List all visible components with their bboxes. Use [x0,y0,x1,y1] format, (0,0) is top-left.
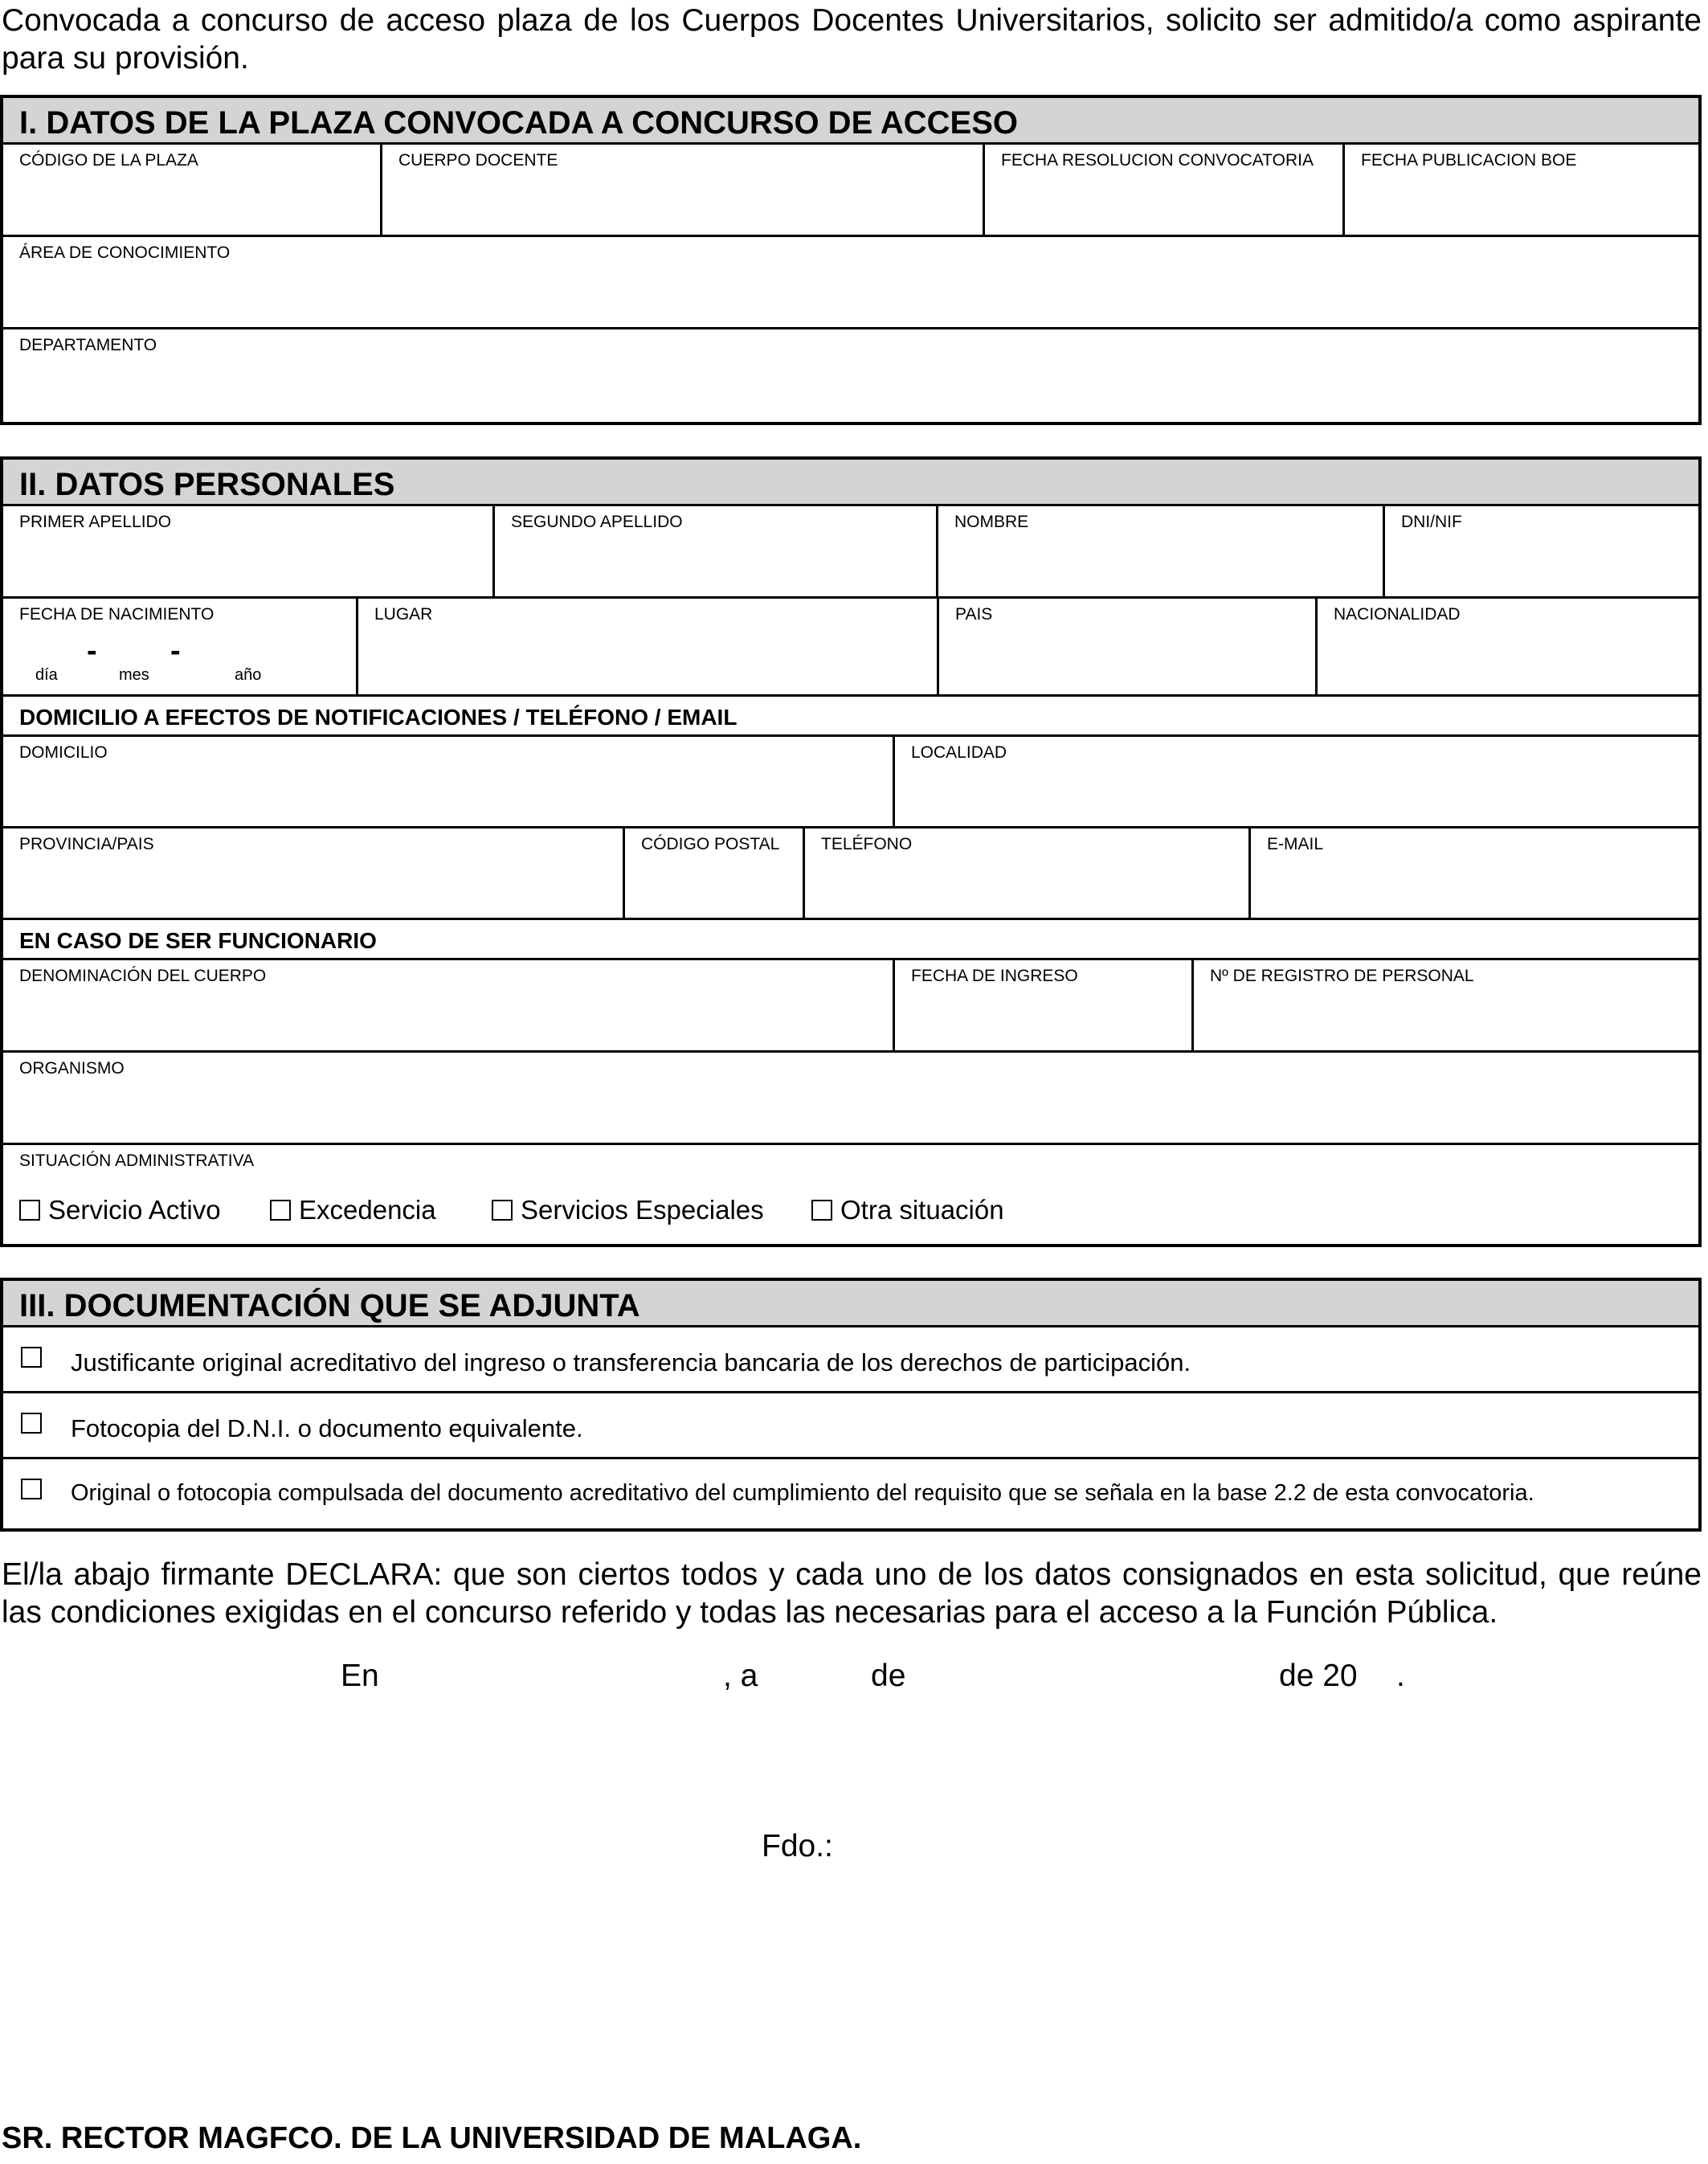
fecha-nacimiento-field[interactable] [3,599,358,694]
dni-field[interactable] [1385,506,1698,596]
checkbox-otra-situacion[interactable] [811,1200,832,1221]
fecha-ingreso-label: FECHA DE INGRESO [911,967,1078,985]
pais-field[interactable] [939,599,1318,694]
section-datos-personales [0,456,1702,1247]
date-de-20: de 20 [1279,1659,1358,1693]
checkbox-justificante[interactable] [21,1347,42,1368]
nacionalidad-field[interactable] [1318,599,1698,694]
doc-item-requisito[interactable] [3,1459,1698,1525]
place-en: En [341,1659,379,1693]
situacion-label: SITUACIÓN ADMINISTRATIVA [19,1152,255,1170]
lugar-field[interactable] [358,599,939,694]
doc-item-label: Fotocopia del D.N.I. o documento equivalente. [71,1414,583,1442]
birth-dash-1: - [87,634,97,668]
declaration-text: El/la abajo firmante DECLARA: que son ciertos todos y cada uno de los datos consignados en esta solicitud, que reúne las condiciones exigidas en el concurso referido y todas las necesarias para el acceso a la Función Pública. [2,1557,1702,1630]
registro-personal-label: Nº DE REGISTRO DE PERSONAL [1210,967,1474,985]
date-dot: . [1396,1659,1405,1693]
section-plaza-title: I. DATOS DE LA PLAZA CONVOCADA A CONCURSO DE ACCESO [3,98,1698,145]
anio-label: año [235,666,262,684]
option-label: Servicios Especiales [521,1195,764,1225]
localidad-field[interactable] [895,737,1698,826]
departamento-label: DEPARTAMENTO [19,336,157,354]
email-field[interactable] [1251,828,1698,918]
doc-item-justificante[interactable] [3,1327,1698,1393]
telefono-field[interactable] [805,828,1251,918]
section-documentacion-title: III. DOCUMENTACIÓN QUE SE ADJUNTA [3,1281,1698,1327]
lugar-label: LUGAR [374,605,433,624]
fecha-boe-label: FECHA PUBLICACION BOE [1361,151,1577,170]
option-label: Excedencia [299,1195,436,1225]
checkbox-requisito[interactable] [21,1479,42,1499]
organismo-label: ORGANISMO [19,1059,125,1078]
situacion-field [3,1145,1698,1242]
localidad-label: LOCALIDAD [911,743,1007,762]
signature-fdo: Fdo.: [762,1829,833,1863]
cuerpo-docente-field[interactable] [382,145,985,235]
email-label: E-MAIL [1267,835,1324,853]
pais-label: PAIS [955,605,993,624]
option-servicios-especiales[interactable] [492,1195,764,1225]
fecha-nacimiento-label: FECHA DE NACIMIENTO [19,605,215,624]
doc-item-label: Justificante original acreditativo del ingreso o transferencia bancaria de los derechos de participación. [71,1348,1191,1377]
option-label: Servicio Activo [48,1195,221,1225]
checkbox-excedencia[interactable] [270,1200,291,1221]
dia-label: día [35,666,58,684]
section-personal-title: II. DATOS PERSONALES [3,460,1698,506]
dni-label: DNI/NIF [1401,513,1462,531]
option-otra-situacion[interactable] [811,1195,1004,1225]
option-excedencia[interactable] [270,1195,436,1225]
segundo-apellido-field[interactable] [495,506,938,596]
section-documentacion [0,1278,1702,1532]
provincia-field[interactable] [3,828,625,918]
doc-item-dni[interactable] [3,1393,1698,1459]
date-a: , a [723,1659,758,1693]
provincia-label: PROVINCIA/PAIS [19,835,154,853]
denominacion-label: DENOMINACIÓN DEL CUERPO [19,967,267,985]
domicilio-header: DOMICILIO A EFECTOS DE NOTIFICACIONES / TELÉFONO / EMAIL [3,697,1698,737]
area-conocimiento-field[interactable] [3,237,1698,327]
codigo-postal-label: CÓDIGO POSTAL [641,835,780,853]
mes-label: mes [119,666,149,684]
domicilio-field[interactable] [3,737,895,826]
option-label: Otra situación [840,1195,1004,1225]
fecha-ingreso-field[interactable] [895,960,1194,1050]
domicilio-label: DOMICILIO [19,743,108,762]
primer-apellido-field[interactable] [3,506,495,596]
organismo-field[interactable] [3,1053,1698,1143]
checkbox-servicios-especiales[interactable] [492,1200,513,1221]
section-plaza [0,95,1702,425]
codigo-plaza-field[interactable] [3,145,382,235]
nacionalidad-label: NACIONALIDAD [1334,605,1461,624]
checkbox-servicio-activo[interactable] [19,1200,40,1221]
cuerpo-docente-label: CUERPO DOCENTE [398,151,558,170]
departamento-field[interactable] [3,329,1698,420]
telefono-label: TELÉFONO [821,835,913,853]
fecha-resolucion-field[interactable] [985,145,1345,235]
primer-apellido-label: PRIMER APELLIDO [19,513,172,531]
area-conocimiento-label: ÁREA DE CONOCIMIENTO [19,243,231,262]
registro-personal-field[interactable] [1194,960,1698,1050]
fecha-boe-field[interactable] [1345,145,1698,235]
birth-dash-2: - [170,634,181,668]
codigo-postal-field[interactable] [625,828,805,918]
segundo-apellido-label: SEGUNDO APELLIDO [511,513,683,531]
fecha-resolucion-label: FECHA RESOLUCION CONVOCATORIA [1001,151,1314,170]
option-servicio-activo[interactable] [19,1195,221,1225]
date-de: de [871,1659,906,1693]
nombre-field[interactable] [938,506,1385,596]
funcionario-header: EN CASO DE SER FUNCIONARIO [3,920,1698,960]
birth-date-parts [19,634,260,682]
codigo-plaza-label: CÓDIGO DE LA PLAZA [19,151,198,170]
nombre-label: NOMBRE [954,513,1029,531]
intro-text: Convocada a concurso de acceso plaza de los Cuerpos Docentes Universitarios, solicito ser admitido/a como aspirante para su provisión. [2,3,1702,76]
checkbox-dni[interactable] [21,1413,42,1434]
doc-item-label: Original o fotocopia compulsada del documento acreditativo del cumplimiento del requisito que se señala en la base 2.2 de esta convocatoria. [71,1480,1534,1506]
denominacion-field[interactable] [3,960,895,1050]
addressee: SR. RECTOR MAGFCO. DE LA UNIVERSIDAD DE MALAGA. [2,2121,862,2155]
